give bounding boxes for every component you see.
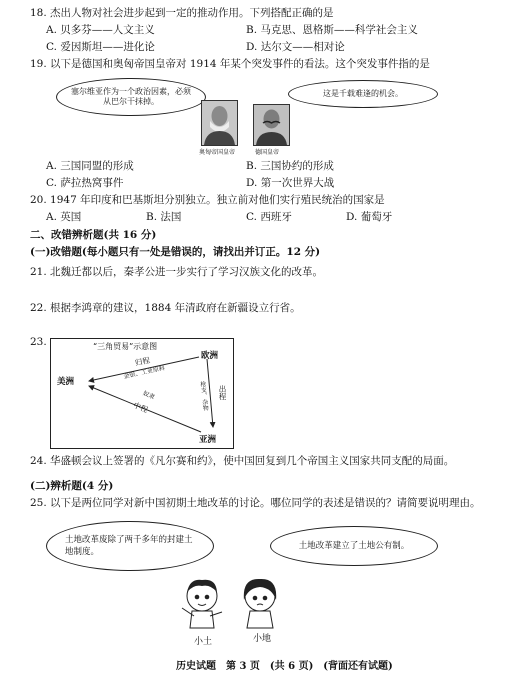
- boy-figure: [182, 580, 222, 628]
- label-middle-goods: 奴隶: [141, 389, 156, 401]
- diagram-title: “三角贸易”示意图: [93, 342, 158, 351]
- q25-speech-bubble-left: 土地改革废除了两千多年的封建土地制度。: [46, 521, 214, 571]
- label-outbound-goods: 枪支、杂物: [198, 380, 209, 412]
- portrait-austro-hungarian-emperor: [201, 100, 238, 146]
- q19-speech-bubble-left: 塞尔维亚作为一个政治因素，必须从巴尔干抹掉。: [56, 78, 206, 116]
- section-2-part-1-title: (一)改错题(每小题只有一处是错误的，请找出并订正。12 分): [30, 246, 321, 258]
- q20-option-b: B. 法国: [146, 211, 182, 223]
- cartoon-students-illustration: [172, 572, 292, 634]
- q19-speech-bubble-right: 这是千载难逢的机会。: [288, 80, 438, 108]
- q18-option-c: C. 爱因斯坦——进化论: [46, 41, 155, 53]
- label-asia: 亚洲: [199, 435, 217, 445]
- q24-text: 24. 华盛顿会议上签署的《凡尔赛和约》，使中国回复到几个帝国主义国家共同支配的局面。: [30, 455, 455, 467]
- q18-option-b: B. 马克思、恩格斯——科学社会主义: [246, 24, 418, 36]
- caption-austro-hungarian-emperor: 奥匈帝国皇帝: [199, 149, 236, 156]
- q20-option-d: D. 葡萄牙: [346, 211, 393, 223]
- page-footer: 历史试题 第 3 页 (共 6 页) (背面还有试题): [176, 661, 393, 672]
- student-name-left: 小土: [194, 637, 213, 647]
- q19-option-a: A. 三国同盟的形成: [46, 160, 134, 172]
- q22-text: 22. 根据李鸿章的建议，1884 年清政府在新疆设立行省。: [30, 302, 301, 314]
- label-outbound-route: 出程: [218, 385, 227, 400]
- q25-stem: 25. 以下是两位同学对新中国初期土地改革的讨论。哪位同学的表述是错误的？请简要说明理由。: [30, 497, 481, 509]
- portrait-german-emperor: [253, 104, 290, 146]
- q18-option-a: A. 贝多芬——人文主义: [46, 24, 155, 36]
- q19-option-b: B. 三国协约的形成: [246, 160, 334, 172]
- q20-option-a: A. 英国: [46, 211, 82, 223]
- label-return-route: 归程: [134, 355, 151, 368]
- section-2-part-2-title: (二)辨析题(4 分): [30, 480, 114, 492]
- caption-german-emperor: 德国皇帝: [255, 149, 280, 156]
- girl-figure: [244, 579, 276, 628]
- q25-speech-bubble-right: 土地改革建立了土地公有制。: [270, 526, 438, 566]
- label-middle-route: 中程: [131, 400, 150, 415]
- student-name-right: 小地: [253, 634, 272, 644]
- q19-stem: 19. 以下是德国和奥匈帝国皇帝对 1914 年某个突发事件的看法。这个突发事件指的是: [30, 58, 430, 70]
- triangle-trade-diagram: [50, 338, 234, 449]
- q18-stem: 18. 杰出人物对社会进步起到一定的推动作用。下列搭配正确的是: [30, 7, 334, 19]
- q21-text: 21. 北魏迁都以后，秦孝公进一步实行了学习汉族文化的改革。: [30, 266, 324, 278]
- q19-option-d: D. 第一次世界大战: [246, 177, 335, 189]
- section-2-title: 二、改错辨析题(共 16 分): [30, 229, 157, 241]
- q18-option-d: D. 达尔文——相对论: [246, 41, 345, 53]
- q23-number: 23.: [30, 336, 47, 348]
- q20-stem: 20. 1947 年印度和巴基斯坦分别独立。独立前对他们实行殖民统治的国家是: [30, 194, 385, 206]
- label-europe: 欧洲: [201, 351, 219, 361]
- label-america: 美洲: [57, 377, 75, 387]
- q20-option-c: C. 西班牙: [246, 211, 292, 223]
- q19-option-c: C. 萨拉热窝事件: [46, 177, 124, 189]
- label-return-goods: 金银、工业原料: [122, 364, 166, 381]
